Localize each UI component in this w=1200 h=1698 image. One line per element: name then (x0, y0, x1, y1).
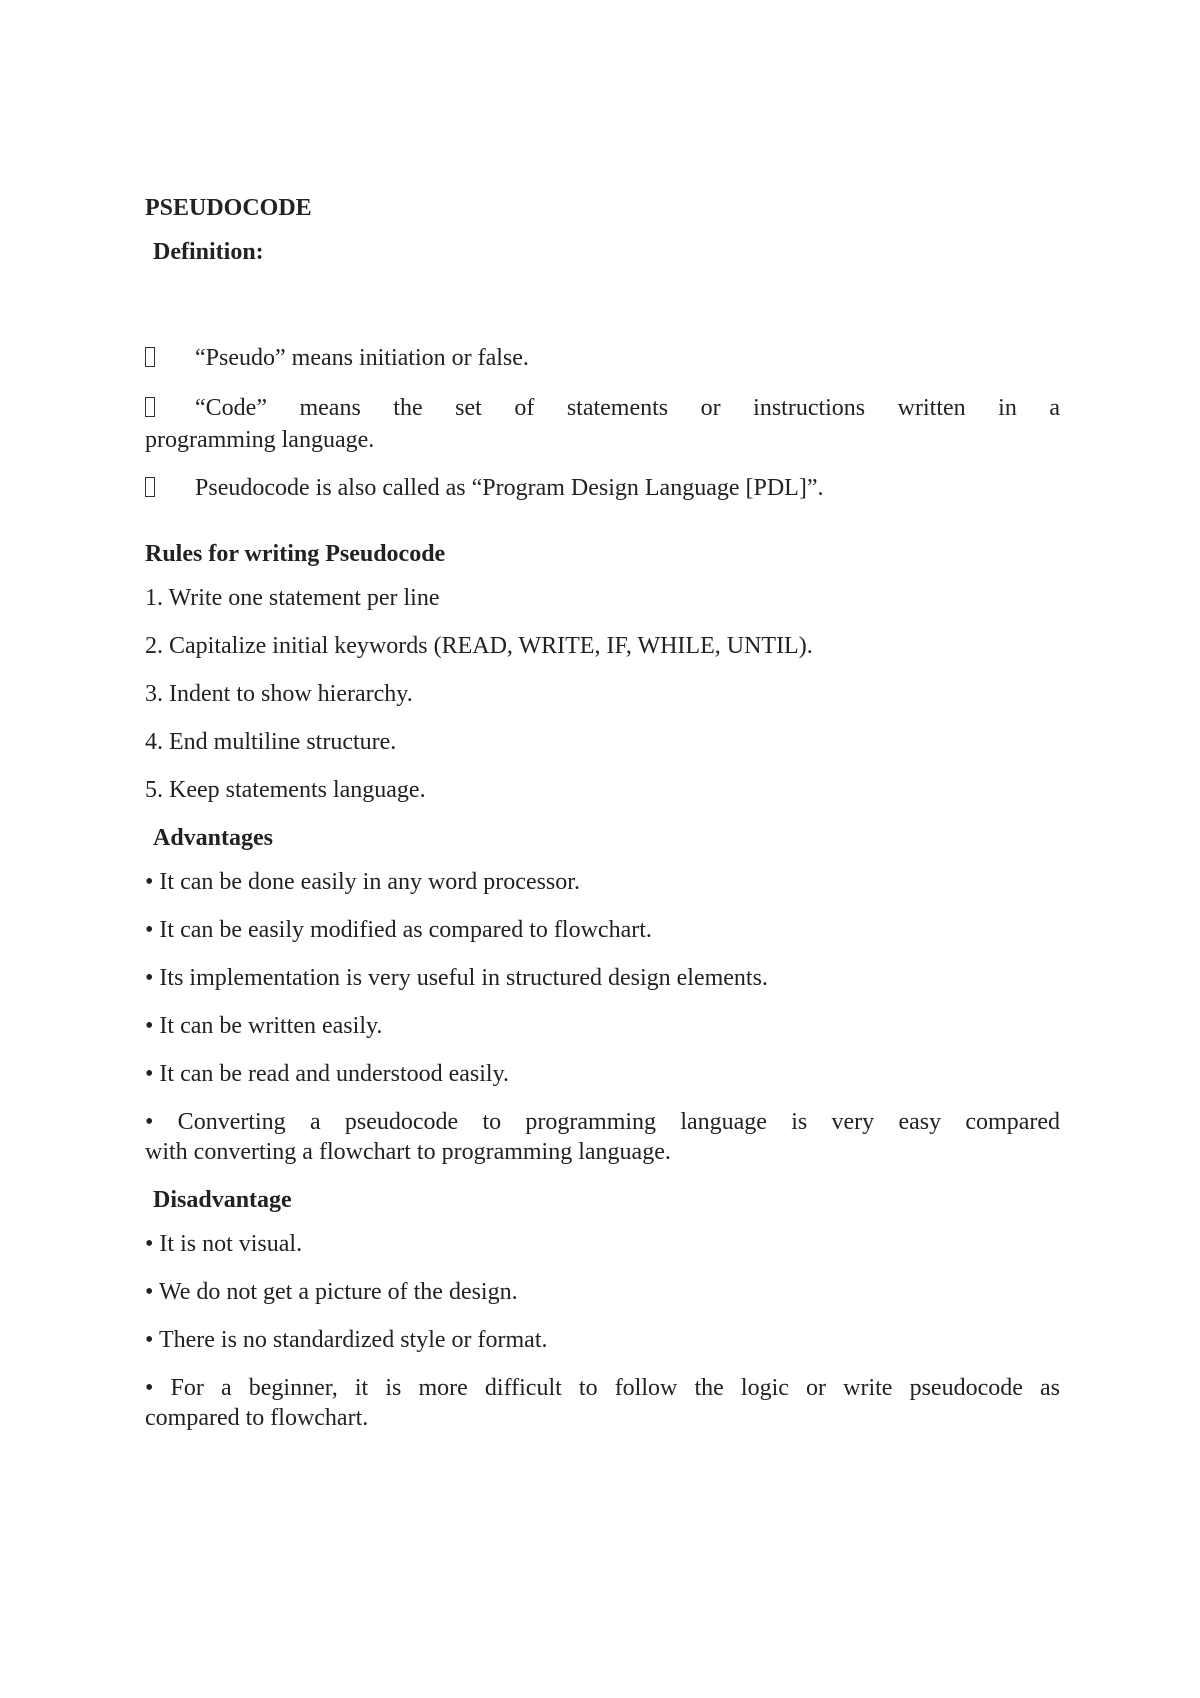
rule-item: 1. Write one statement per line (145, 585, 440, 611)
advantage-item-line2: with converting a flowchart to programming language. (145, 1139, 671, 1165)
missing-glyph-icon (145, 473, 195, 505)
spacer (145, 523, 1060, 539)
definition-item-text-line1: “Code” means the set of statements or instructions written in a (195, 395, 1060, 421)
rule-item: 5. Keep statements language. (145, 777, 426, 803)
definition-item (145, 343, 1060, 375)
missing-glyph-icon (145, 393, 195, 425)
disadvantage-item-line1: • For a beginner, it is more difficult to follow the logic or write pseudocode as (145, 1375, 1060, 1401)
page-title: PSEUDOCODE (145, 195, 312, 221)
advantage-item-line1: • Converting a pseudocode to programming language is very easy compared (145, 1109, 1060, 1135)
rule-item: 4. End multiline structure. (145, 729, 397, 755)
disadvantage-item (145, 1373, 1060, 1433)
definition-item-text: Pseudocode is also called as “Program Design Language [PDL]”. (195, 475, 824, 501)
rules-heading: Rules for writing Pseudocode (145, 541, 446, 567)
definition-item (145, 393, 1060, 455)
disadvantage-item: • There is no standardized style or format. (145, 1327, 548, 1353)
advantages-heading: Advantages (153, 825, 274, 851)
rule-item: 2. Capitalize initial keywords (READ, WRITE, IF, WHILE, UNTIL). (145, 633, 813, 659)
disadvantage-item-line2: compared to flowchart. (145, 1405, 369, 1431)
rule-item: 3. Indent to show hierarchy. (145, 681, 413, 707)
advantage-item: • It can be done easily in any word processor. (145, 869, 580, 895)
advantage-item: • Its implementation is very useful in structured design elements. (145, 965, 768, 991)
definition-heading: Definition: (153, 239, 264, 265)
advantage-item: • It can be read and understood easily. (145, 1061, 510, 1087)
disadvantage-heading: Disadvantage (153, 1187, 292, 1213)
disadvantage-item: • We do not get a picture of the design. (145, 1279, 518, 1305)
disadvantage-item: • It is not visual. (145, 1231, 303, 1257)
missing-glyph-icon (145, 343, 195, 375)
spacer (145, 281, 1060, 343)
advantage-item: • It can be easily modified as compared to flowchart. (145, 917, 652, 943)
definition-item-text: “Pseudo” means initiation or false. (195, 345, 529, 371)
definition-item (145, 473, 1060, 505)
advantage-item: • It can be written easily. (145, 1013, 383, 1039)
advantage-item (145, 1107, 1060, 1167)
definition-item-text-line2: programming language. (145, 427, 375, 453)
document-body (145, 193, 1060, 1451)
